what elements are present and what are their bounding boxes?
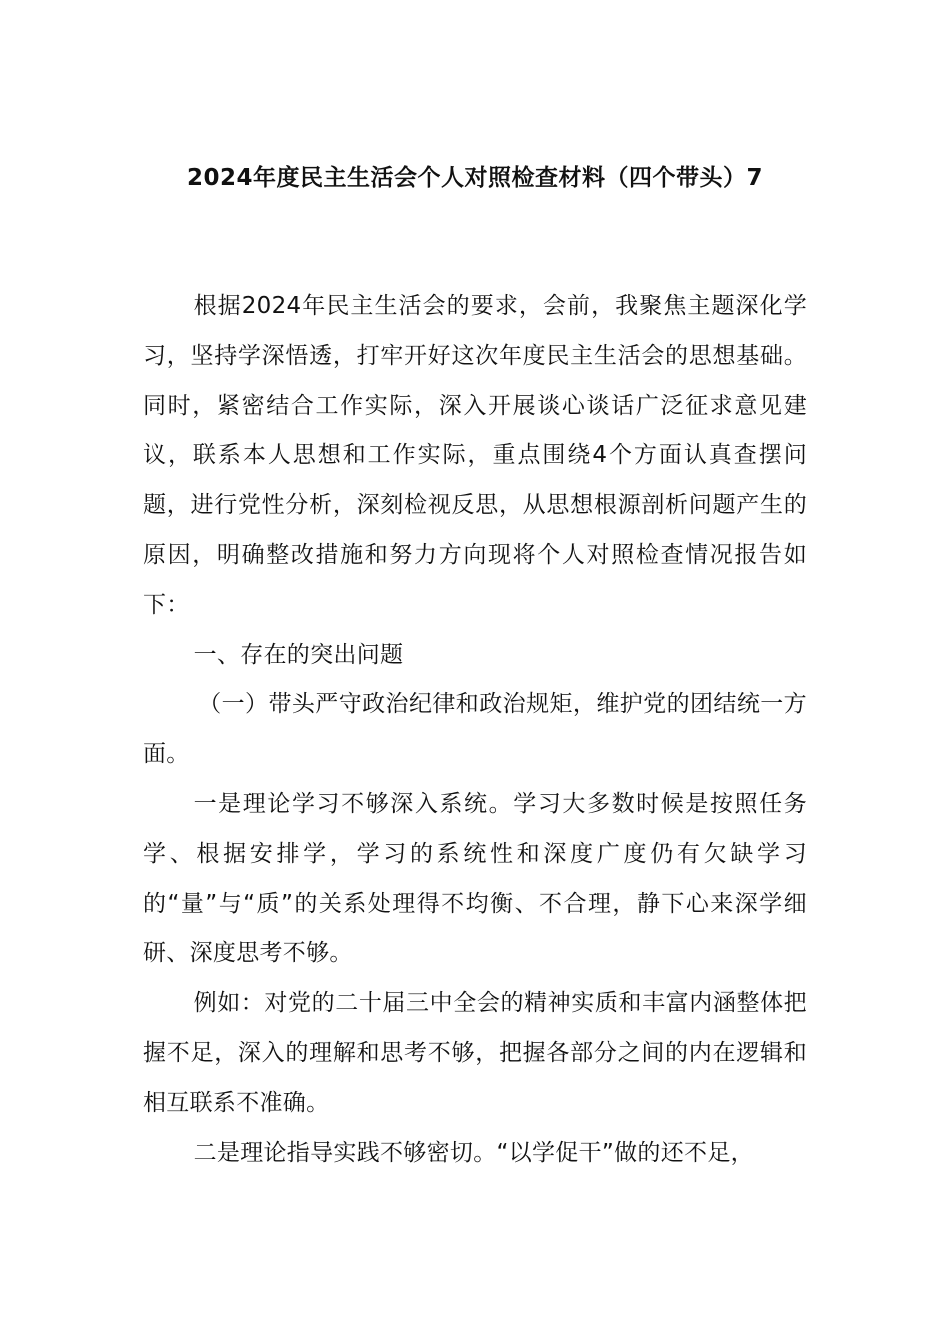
subsection-heading: （一）带头严守政治纪律和政治规矩，维护党的团结统一方面。: [143, 691, 807, 768]
paragraph-intro: 根据2024年民主生活会的要求，会前，我聚焦主题深化学习，坚持学深悟透，打牢开好这次年度民主生活会的思想基础。同时，紧密结合工作实际，深入开展谈心谈话广泛征求意见建议，联系本人思想和工作实际，重点围绕4个方面认真查摆问题，进行党性分析，深刻检视反思，从思想根源剖析问题产生的原因，明确整改措施和努力方向现将个人对照检查情况报告如下：: [143, 293, 807, 618]
paragraph-example: 例如：对党的二十届三中全会的精神实质和丰富内涵整体把握不足，深入的理解和思考不够，把握各部分之间的内在逻辑和相互联系不准确。: [143, 990, 807, 1116]
paragraph-point-one: 一是理论学习不够深入系统。学习大多数时候是按照任务学、根据安排学，学习的系统性和深度广度仍有欠缺学习的“量”与“质”的关系处理得不均衡、不合理，静下心来深学细研、深度思考不够。: [143, 790, 807, 967]
section-heading: 一、存在的突出问题: [193, 641, 404, 668]
document-body: [143, 282, 807, 1178]
paragraph-point-two: 二是理论指导实践不够密切。“以学促干”做的还不足，: [193, 1139, 754, 1166]
document-title: 2024年度民主生活会个人对照检查材料（四个带头）7: [186, 165, 764, 191]
